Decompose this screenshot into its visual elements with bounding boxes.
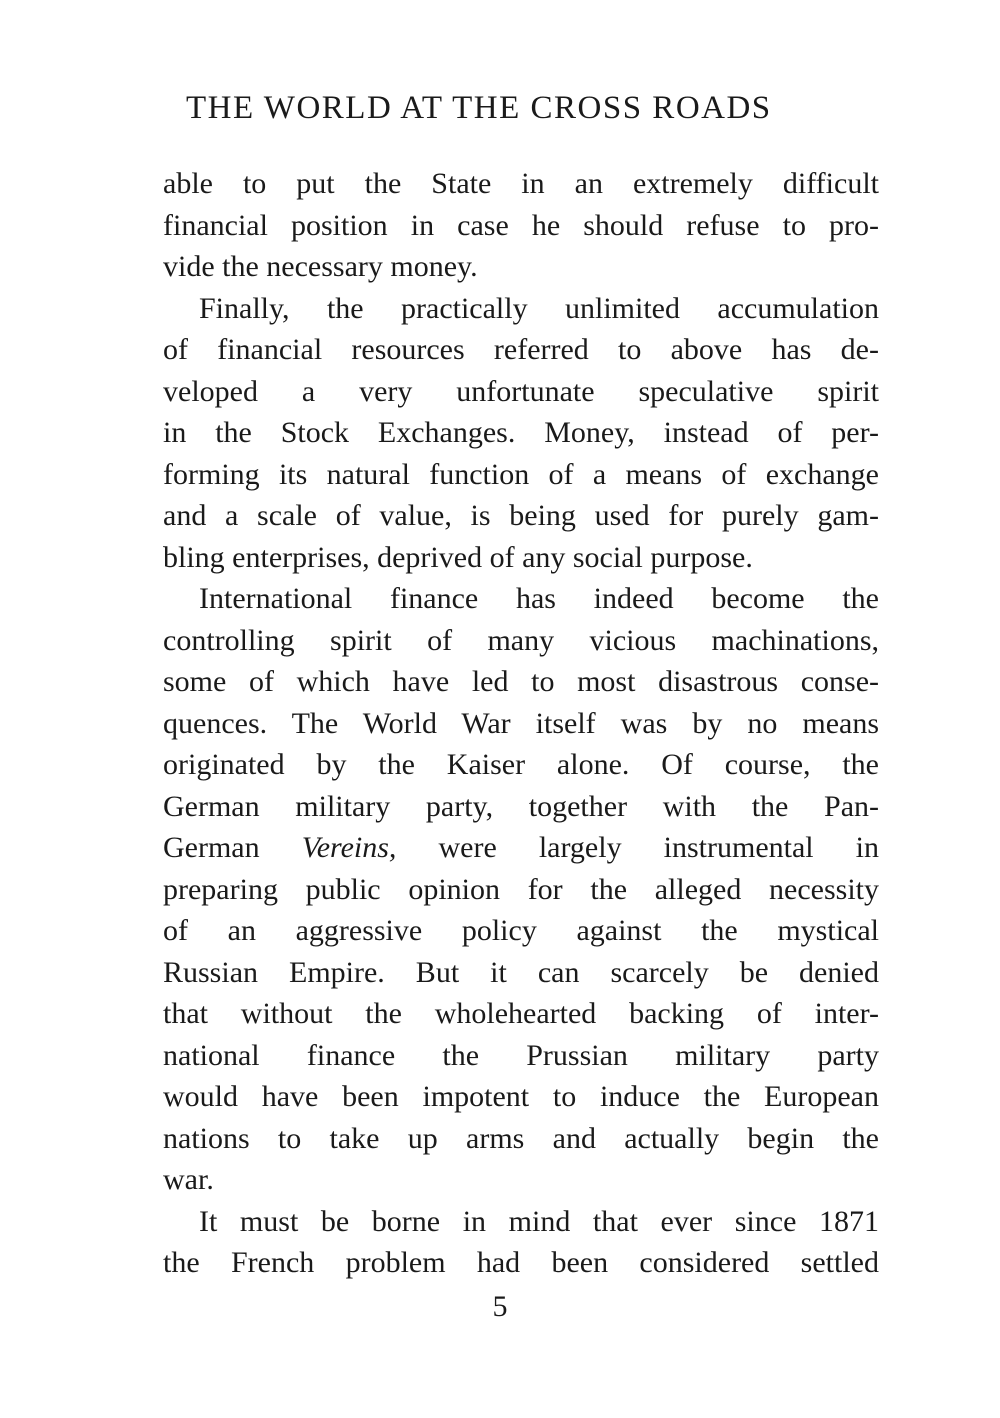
running-head: THE WORLD AT THE CROSS ROADS (186, 90, 772, 126)
text-line: Russian Empire. But it can scarcely be denied (163, 955, 879, 989)
text-line: quences. The World War itself was by no means (163, 706, 879, 740)
text-line: forming its natural function of a means of exchange (163, 457, 879, 491)
text-line: national finance the Prussian military party (163, 1038, 879, 1072)
italic-term: Vereins, (301, 831, 397, 864)
text-line: bling enterprises, deprived of any social purpose. (163, 540, 753, 574)
text-line: controlling spirit of many vicious machinations, (163, 623, 879, 657)
page-number: 5 (492, 1290, 508, 1323)
text-line: veloped a very unfortunate speculative spirit (163, 374, 879, 408)
text-line: International finance has indeed become the (199, 582, 879, 615)
text-line: and a scale of value, is being used for purely gam- (163, 499, 879, 532)
text-line: Finally, the practically unlimited accumulation (199, 291, 879, 325)
text-line: some of which have led to most disastrous conse- (163, 665, 879, 698)
text-line: that without the wholehearted backing of inter- (163, 997, 879, 1030)
text-line: able to put the State in an extremely difficult (163, 167, 879, 200)
text-line: in the Stock Exchanges. Money, instead of per- (163, 416, 879, 449)
page-body (163, 163, 879, 1284)
text-line: the French problem had been considered settled (163, 1246, 879, 1279)
text-line: German military party, together with the Pan- (163, 789, 879, 823)
text-line: of financial resources referred to above has de- (163, 333, 879, 366)
text-line: financial position in case he should refuse to pro- (163, 208, 879, 242)
text-fragment: German (163, 831, 260, 864)
text-line: of an aggressive policy against the mystical (163, 914, 879, 947)
text-line: It must be borne in mind that ever since 1871 (199, 1204, 879, 1238)
text-line-with-italic (163, 827, 879, 869)
text-line: would have been impotent to induce the European (163, 1080, 879, 1113)
text-fragment: were largely instrumental in (438, 831, 880, 864)
text-line: nations to take up arms and actually begin the (163, 1121, 879, 1155)
text-line: preparing public opinion for the alleged necessity (163, 872, 879, 906)
text-line: vide the necessary money. (163, 250, 478, 283)
text-line: war. (163, 1163, 214, 1196)
text-line: originated by the Kaiser alone. Of course, the (163, 748, 879, 781)
